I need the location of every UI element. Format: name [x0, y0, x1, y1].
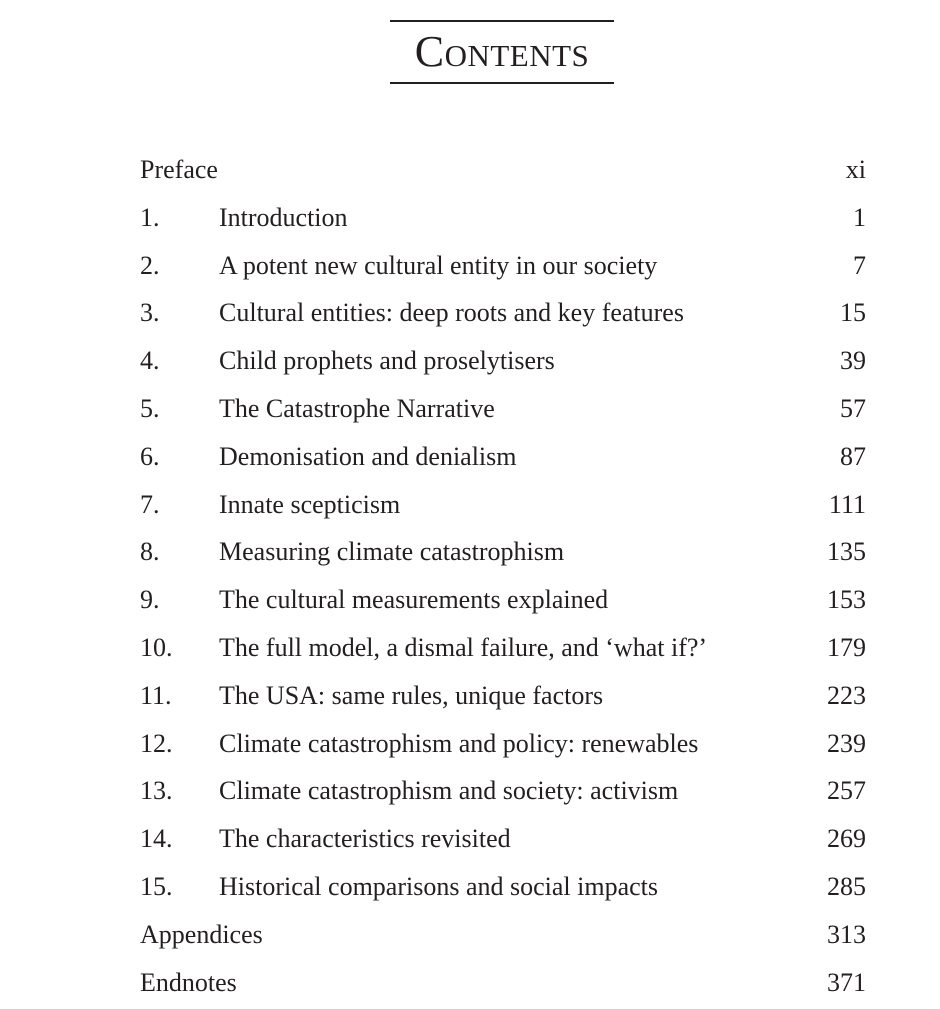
contents-heading-block	[390, 20, 614, 84]
entry-title: Measuring climate catastrophism	[219, 537, 565, 567]
page-number: 179	[827, 632, 866, 662]
entry-title: The full model, a dismal failure, and ‘what if?’	[219, 632, 708, 662]
chapter-number: 6.	[140, 441, 160, 471]
page-number: 57	[840, 393, 866, 423]
toc-entry	[140, 863, 866, 911]
page-title: Contents	[414, 27, 590, 76]
toc-entry	[140, 385, 866, 433]
toc-entry	[140, 959, 866, 1007]
page-number: 223	[827, 680, 866, 710]
page-number: xi	[845, 155, 866, 184]
toc-entry	[140, 337, 866, 385]
page-number: 39	[840, 346, 866, 376]
page-number: 7	[853, 250, 866, 280]
page-number: 313	[827, 919, 866, 949]
page-number: 111	[828, 489, 866, 519]
toc-entry	[140, 528, 866, 576]
page-number: 153	[827, 585, 866, 615]
chapter-number: 14.	[140, 824, 173, 854]
entry-title: Demonisation and denialism	[219, 441, 517, 471]
page-number: 15	[840, 298, 866, 328]
chapter-number: 15.	[140, 871, 173, 901]
chapter-number: 12.	[140, 728, 173, 758]
entry-title: The cultural measurements explained	[219, 585, 609, 615]
entry-title: Child prophets and proselytisers	[219, 346, 555, 376]
entry-title: Appendices	[140, 919, 263, 949]
entry-title: The Catastrophe Narrative	[219, 393, 495, 423]
page-number: 269	[827, 824, 866, 854]
page-number: 87	[840, 441, 866, 471]
entry-title: Introduction	[219, 202, 348, 232]
chapter-number: 7.	[140, 489, 160, 519]
entry-title: The USA: same rules, unique factors	[219, 680, 604, 710]
page-number: 285	[827, 871, 866, 901]
toc-entry	[140, 289, 866, 337]
page-number: 135	[827, 537, 866, 567]
toc-entry	[140, 624, 866, 672]
toc-entry	[140, 767, 866, 815]
chapter-number: 8.	[140, 537, 160, 567]
heading-bottom-rule	[390, 82, 614, 84]
entry-title: The characteristics revisited	[219, 824, 511, 854]
entry-title: A potent new cultural entity in our society	[219, 250, 658, 280]
entry-title: Innate scepticism	[219, 489, 401, 519]
entry-title: Preface	[140, 155, 218, 184]
entry-title: Climate catastrophism and society: activism	[219, 776, 679, 806]
toc-entry	[140, 433, 866, 481]
chapter-number: 1.	[140, 202, 160, 232]
toc-entry	[140, 242, 866, 290]
heading-top-rule	[390, 20, 614, 22]
toc-entry	[140, 720, 866, 768]
toc-entry	[140, 481, 866, 529]
entry-title: Historical comparisons and social impacts	[219, 871, 659, 901]
entry-title: Cultural entities: deep roots and key features	[219, 298, 684, 328]
chapter-number: 11.	[140, 680, 172, 710]
page-number: 257	[827, 776, 866, 806]
page-number: 239	[827, 728, 866, 758]
chapter-number: 3.	[140, 298, 160, 328]
toc-entry	[140, 194, 866, 242]
chapter-number: 4.	[140, 346, 160, 376]
chapter-number: 2.	[140, 250, 160, 280]
toc-entry	[140, 911, 866, 959]
chapter-number: 9.	[140, 585, 160, 615]
chapter-number: 13.	[140, 776, 173, 806]
entry-title: Endnotes	[140, 967, 237, 997]
chapter-number: 5.	[140, 393, 160, 423]
chapter-number: 10.	[140, 632, 173, 662]
entry-title: Climate catastrophism and policy: renewables	[219, 728, 699, 758]
page-number: 371	[827, 967, 866, 997]
table-of-contents	[140, 146, 866, 1006]
toc-entry	[140, 576, 866, 624]
toc-entry	[140, 672, 866, 720]
page-number: 1	[853, 202, 866, 232]
toc-entry	[140, 146, 866, 194]
toc-entry	[140, 815, 866, 863]
